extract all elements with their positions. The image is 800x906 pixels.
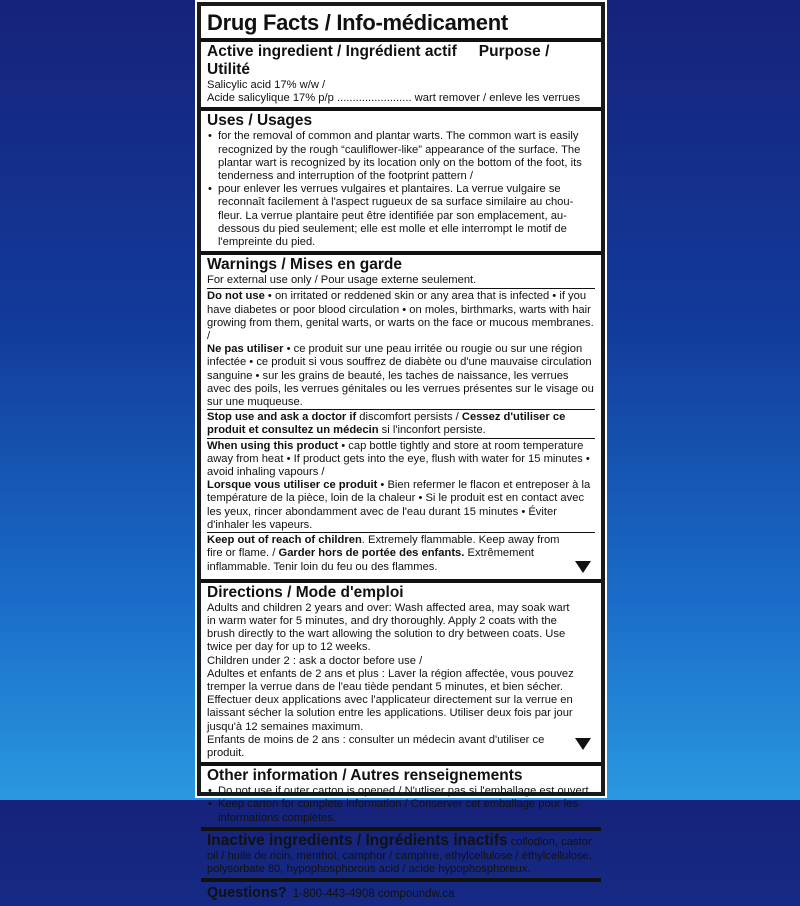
active-ingredient-line-2: Acide salicylique 17% p/p ........................ wart remover / enleve les verrues: [207, 92, 581, 105]
other-information-list: [207, 785, 595, 825]
do-not-use-block: [207, 288, 595, 409]
ne-pas-utiliser-text: • ce produit sur une peau irritée ou rougie ou sur une région infectée • ce produit si vous souffrez de diabète ou d'une mauvaise circulation sanguine • sur les grains de beauté, les taches de naissance, les verrues avec des poils, les verrues génitales ou les verrues présentes sur le visage ou sur une muqueuse.: [207, 343, 594, 409]
keep-out-label: Keep out of reach of children: [207, 534, 362, 547]
questions-line: [207, 883, 595, 904]
panel-title: Drug Facts / Info-médicament: [207, 10, 508, 35]
inactive-ingredients-heading: Inactive ingredients / Ingrédients inactifs: [207, 831, 508, 849]
active-ingredient-line-1: Salicylic acid 17% w/w /: [207, 79, 326, 91]
warnings-heading: Warnings / Mises en garde: [207, 256, 402, 274]
active-ingredient-section: [201, 38, 601, 107]
warnings-section: [201, 251, 601, 578]
stop-use-label: Stop use and ask a doctor if: [207, 411, 357, 424]
inactive-ingredients-text: collodion, castor oil / huile de ricin, menthol, camphor / camphre, ethylcellulose / éthylcellulose, polysorbate 80, hypophosphorous acid / acide hypophosphoreux.: [207, 835, 592, 875]
directions-heading: Directions / Mode d'emploi: [207, 583, 404, 601]
other-information-section: [201, 762, 601, 827]
keep-out-block: [207, 532, 595, 577]
uses-list: [207, 130, 595, 249]
purpose-title: Purpose / Utilité: [207, 43, 550, 78]
lorsque-text: • Bien refermer le flacon et entreposer à la température de la pièce, loin de la chaleur • Si le produit est en contact avec les yeux, rincer abondamment avec de l'eau durant 15 minutes • Éviter d'inhaler les vapeurs.: [207, 479, 591, 531]
stop-use-text: discomfort persists /: [356, 411, 462, 424]
other-info-item-carton-opened: • Do not use if outer carton is opened / N'utliser pas si l'emballage est ouvert.: [218, 785, 595, 798]
directions-adults-fr: Adultes et enfants de 2 ans et plus : Laver la région affectée, vous pouvez tremper la verrue dans de l'eau tiède pendant 5 minutes, et bien sécher. Effectuer deux applications avec l'applicateur directement sur la verrue en laissant sécher la solution entre les applications. Utiliser deux fois par jour jusqu'à 12 semaines maximum.: [207, 667, 574, 733]
uses-heading: Uses / Usages: [207, 112, 313, 130]
when-using-text: • cap bottle tightly and store at room temperature away from heat • If product gets into the eye, flush with water for 15 minutes • avoid inhaling vapours /: [207, 439, 590, 479]
continue-triangle-icon: [575, 738, 591, 750]
inactive-ingredients-section: [201, 827, 601, 878]
questions-phone: 1-800-443-4908 compoundw.ca: [292, 888, 455, 901]
other-information-heading: Other information / Autres renseignements: [207, 767, 523, 785]
uses-item-french: • pour enlever les verrues vulgaires et plantaires. La verrue vulgaire se reconnaît facilement à l'aspect rugueux de sa surface similaire au chou-fleur. La verrue plantaire peut être identifiée par son emplacement, au-dessous du pied seulement; elle est molle et elle interrompt le motif de l'empreinte du pied.: [218, 183, 595, 249]
directions-section: [201, 579, 601, 762]
questions-section: [201, 878, 601, 906]
garder-text: Extrêmement inflammable. Tenir loin du feu ou des flammes.: [207, 547, 535, 573]
questions-label: Questions?: [207, 885, 287, 902]
do-not-use-label: Do not use: [207, 290, 265, 303]
inactive-ingredients-block: [207, 832, 595, 876]
stop-use-block: [207, 409, 595, 437]
lorsque-label: Lorsque vous utiliser ce produit: [207, 479, 378, 492]
active-ingredient-title: Active ingredient / Ingrédient actif: [207, 43, 457, 60]
cessez-label: Cessez d'utiliser ce produit et consultez un médecin: [207, 411, 566, 437]
when-using-label: When using this product: [207, 439, 339, 452]
when-using-block: [207, 438, 595, 532]
directions-children-en: Children under 2 : ask a doctor before use /: [207, 654, 423, 667]
continue-triangle-icon: [575, 561, 591, 573]
directions-adults-en: Adults and children 2 years and over: Wash affected area, may soak wart in warm water for 5 minutes, and dry thoroughly. Apply 2 coats with the brush directly to the wart allowing the solution to dry between coats. Use twice per day for up to 12 weeks.: [207, 601, 570, 654]
directions-children-fr: Enfants de moins de 2 ans : consulter un médecin avant d'utiliser ce produit.: [207, 733, 545, 759]
cessez-text: si l'inconfort persiste.: [378, 424, 486, 437]
keep-out-text: . Extremely flammable. Keep away from fire or flame. /: [207, 534, 560, 560]
uses-item-english: • for the removal of common and plantar warts. The common wart is easily recognized by the rough “cauliflower-like” appearance of the surface. The plantar wart is recognized by its location only on the bottom of the foot, its tenderness and interruption of the footprint pattern /: [218, 130, 595, 183]
ne-pas-utiliser-label: Ne pas utiliser: [207, 343, 284, 356]
active-ingredient-heading: [207, 43, 595, 79]
other-info-item-keep-carton: • Keep carton for complete information / Conserver cet emballage pour les informations complètes.: [218, 798, 595, 824]
garder-label: Garder hors de portée des enfants.: [278, 547, 465, 560]
do-not-use-text: • on irritated or reddened skin or any area that is infected • if you have diabetes or poor blood circulation • on moles, birthmarks, warts with hair growing from them, genital warts, or warts on the face or mucous membranes. /: [207, 290, 594, 343]
external-use-note: For external use only / Pour usage externe seulement.: [207, 274, 477, 287]
uses-section: [201, 107, 601, 251]
drug-facts-panel: [197, 2, 605, 902]
